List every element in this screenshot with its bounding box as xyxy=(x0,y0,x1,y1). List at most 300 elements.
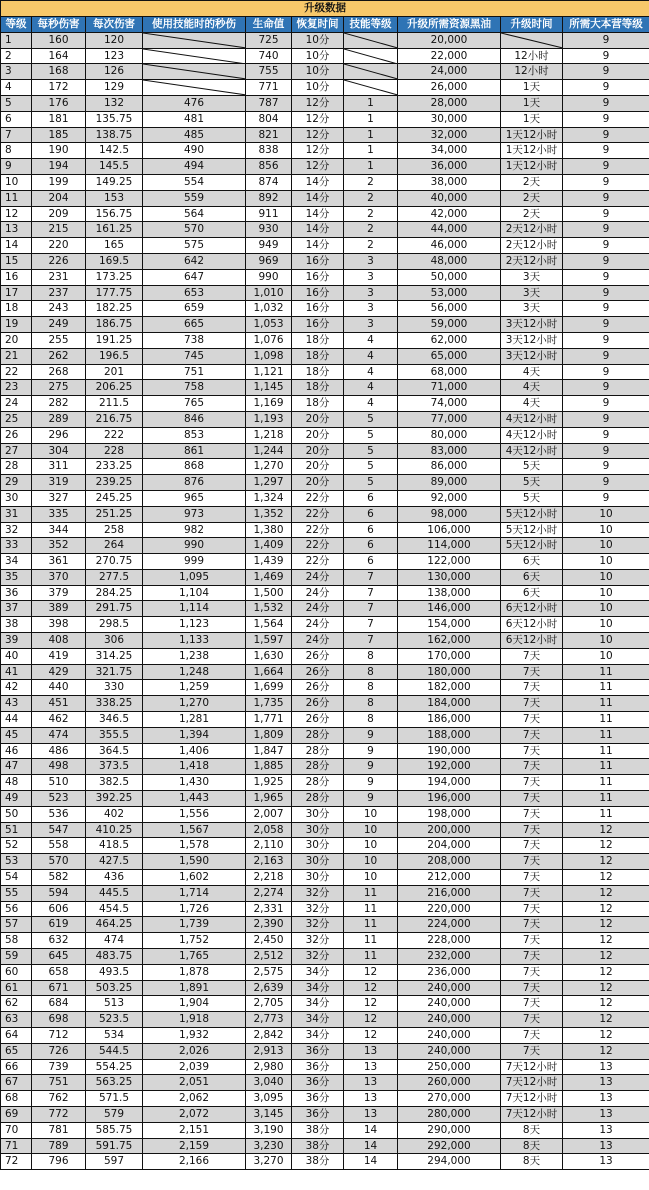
table-cell: 2天12小时 xyxy=(501,222,563,238)
table-cell: 39 xyxy=(1,633,32,649)
table-cell: 373.5 xyxy=(86,759,143,775)
table-cell: 176 xyxy=(32,95,86,111)
table-cell: 1,121 xyxy=(246,364,292,380)
table-cell: 10 xyxy=(1,174,32,190)
table-cell: 647 xyxy=(143,269,246,285)
table-cell: 53 xyxy=(1,854,32,870)
table-cell: 120 xyxy=(86,32,143,48)
table-cell: 712 xyxy=(32,1028,86,1044)
table-cell: 3天 xyxy=(501,269,563,285)
table-row xyxy=(1,585,649,601)
table-cell: 12 xyxy=(563,822,649,838)
table-cell: 1,597 xyxy=(246,633,292,649)
table-cell: 9 xyxy=(563,364,649,380)
table-cell: 3天 xyxy=(501,301,563,317)
table-cell: 9 xyxy=(563,222,649,238)
table-cell: 48 xyxy=(1,775,32,791)
table-cell: 231 xyxy=(32,269,86,285)
table-cell: 22分 xyxy=(292,506,344,522)
table-cell: 28分 xyxy=(292,791,344,807)
table-cell: 86,000 xyxy=(398,459,501,475)
table-cell: 4 xyxy=(344,332,398,348)
table-cell: 38,000 xyxy=(398,174,501,190)
table-row xyxy=(1,696,649,712)
table-cell: 2 xyxy=(344,222,398,238)
table-cell: 10分 xyxy=(292,32,344,48)
table-cell: 846 xyxy=(143,411,246,427)
table-cell: 34 xyxy=(1,554,32,570)
table-cell: 483.75 xyxy=(86,949,143,965)
table-cell: 59,000 xyxy=(398,317,501,333)
table-cell: 4 xyxy=(344,348,398,364)
table-cell: 7天12小时 xyxy=(501,1059,563,1075)
table-cell: 7天12小时 xyxy=(501,1075,563,1091)
table-cell: 2,331 xyxy=(246,901,292,917)
table-cell: 534 xyxy=(86,1028,143,1044)
table-cell: 10 xyxy=(344,870,398,886)
table-cell: 311 xyxy=(32,459,86,475)
table-cell: 30分 xyxy=(292,806,344,822)
table-cell: 49 xyxy=(1,791,32,807)
table-cell: 3 xyxy=(344,269,398,285)
table-row xyxy=(1,854,649,870)
table-cell: 1,602 xyxy=(143,870,246,886)
table-cell: 44,000 xyxy=(398,222,501,238)
table-cell: 240,000 xyxy=(398,1028,501,1044)
table-cell: 16 xyxy=(1,269,32,285)
table-cell: 9 xyxy=(563,443,649,459)
table-cell: 7天12小时 xyxy=(501,1091,563,1107)
diagonal-slash-mark xyxy=(143,64,245,79)
table-cell: 16分 xyxy=(292,301,344,317)
table-cell: 22分 xyxy=(292,554,344,570)
table-cell: 725 xyxy=(246,32,292,48)
table-row xyxy=(1,159,649,175)
table-row xyxy=(1,380,649,396)
table-cell: 26分 xyxy=(292,696,344,712)
table-cell: 194,000 xyxy=(398,775,501,791)
table-cell: 12 xyxy=(344,964,398,980)
table-cell: 2,151 xyxy=(143,1122,246,1138)
table-row xyxy=(1,885,649,901)
table-cell: 632 xyxy=(32,933,86,949)
table-cell: 48,000 xyxy=(398,253,501,269)
table-cell: 66 xyxy=(1,1059,32,1075)
table-row xyxy=(1,791,649,807)
table-cell: 40,000 xyxy=(398,190,501,206)
table-cell: 68 xyxy=(1,1091,32,1107)
table-cell: 12 xyxy=(344,996,398,1012)
table-cell: 47 xyxy=(1,759,32,775)
table-cell: 7天 xyxy=(501,949,563,965)
table-cell: 9 xyxy=(563,64,649,80)
table-cell: 54 xyxy=(1,870,32,886)
table-body xyxy=(1,32,649,1169)
table-cell: 1,114 xyxy=(143,601,246,617)
table-row xyxy=(1,569,649,585)
table-cell: 436 xyxy=(86,870,143,886)
table-row xyxy=(1,664,649,680)
table-cell: 2,639 xyxy=(246,980,292,996)
diagonal-slash-mark xyxy=(344,33,397,48)
table-cell: 182.25 xyxy=(86,301,143,317)
table-cell: 597 xyxy=(86,1154,143,1170)
table-cell: 10 xyxy=(563,601,649,617)
table-cell: 2,773 xyxy=(246,1012,292,1028)
table-cell: 98,000 xyxy=(398,506,501,522)
diagonal-slash-mark xyxy=(344,64,397,79)
table-cell: 2天12小时 xyxy=(501,253,563,269)
table-cell: 3 xyxy=(1,64,32,80)
header-row xyxy=(1,17,649,33)
table-cell: 18分 xyxy=(292,364,344,380)
table-cell: 12 xyxy=(563,1012,649,1028)
column-header: 恢复时间 xyxy=(292,17,344,33)
table-cell: 192,000 xyxy=(398,759,501,775)
table-cell: 13 xyxy=(563,1075,649,1091)
table-cell: 9 xyxy=(563,206,649,222)
table-row xyxy=(1,396,649,412)
table-cell: 204,000 xyxy=(398,838,501,854)
table-row xyxy=(1,1043,649,1059)
table-cell: 190,000 xyxy=(398,743,501,759)
table-cell: 215 xyxy=(32,222,86,238)
table-cell: 1,532 xyxy=(246,601,292,617)
table-cell: 2 xyxy=(344,206,398,222)
table-cell: 138.75 xyxy=(86,127,143,143)
table-cell: 13 xyxy=(563,1059,649,1075)
table-cell: 30分 xyxy=(292,838,344,854)
table-cell: 335 xyxy=(32,506,86,522)
table-cell: 1天12小时 xyxy=(501,159,563,175)
table-cell: 10 xyxy=(344,822,398,838)
column-header: 技能等级 xyxy=(344,17,398,33)
table-cell: 429 xyxy=(32,664,86,680)
table-cell: 70 xyxy=(1,1122,32,1138)
table-cell: 1,699 xyxy=(246,680,292,696)
table-cell: 9 xyxy=(563,32,649,48)
table-cell: 32分 xyxy=(292,901,344,917)
table-cell: 12 xyxy=(563,933,649,949)
table-cell: 30分 xyxy=(292,854,344,870)
table-cell: 146,000 xyxy=(398,601,501,617)
table-cell: 10 xyxy=(563,617,649,633)
table-cell: 294,000 xyxy=(398,1154,501,1170)
column-header: 每次伤害 xyxy=(86,17,143,33)
table-cell: 53,000 xyxy=(398,285,501,301)
table-cell: 10 xyxy=(563,585,649,601)
table-cell: 7天 xyxy=(501,664,563,680)
table-cell: 34分 xyxy=(292,964,344,980)
empty-cell xyxy=(344,80,398,96)
table-cell: 74,000 xyxy=(398,396,501,412)
table-row xyxy=(1,332,649,348)
table-cell: 7天 xyxy=(501,980,563,996)
table-cell: 1,752 xyxy=(143,933,246,949)
table-cell: 1,567 xyxy=(143,822,246,838)
table-cell: 40 xyxy=(1,648,32,664)
table-row xyxy=(1,301,649,317)
table-row xyxy=(1,1075,649,1091)
table-cell: 9 xyxy=(344,791,398,807)
table-cell: 30分 xyxy=(292,870,344,886)
table-cell: 250,000 xyxy=(398,1059,501,1075)
table-cell: 9 xyxy=(563,459,649,475)
table-cell: 173.25 xyxy=(86,269,143,285)
table-cell: 27 xyxy=(1,443,32,459)
table-cell: 5 xyxy=(344,475,398,491)
table-cell: 364.5 xyxy=(86,743,143,759)
table-row xyxy=(1,317,649,333)
table-cell: 755 xyxy=(246,64,292,80)
table-cell: 228 xyxy=(86,443,143,459)
table-cell: 1,406 xyxy=(143,743,246,759)
table-cell: 14 xyxy=(344,1138,398,1154)
table-cell: 2天 xyxy=(501,206,563,222)
table-cell: 1,352 xyxy=(246,506,292,522)
table-cell: 965 xyxy=(143,490,246,506)
table-cell: 18分 xyxy=(292,380,344,396)
table-cell: 523.5 xyxy=(86,1012,143,1028)
table-cell: 71 xyxy=(1,1138,32,1154)
table-cell: 282 xyxy=(32,396,86,412)
table-cell: 571.5 xyxy=(86,1091,143,1107)
table-cell: 4 xyxy=(344,396,398,412)
table-cell: 22分 xyxy=(292,522,344,538)
table-cell: 4天12小时 xyxy=(501,411,563,427)
table-cell: 5天 xyxy=(501,459,563,475)
table-cell: 10 xyxy=(563,569,649,585)
table-cell: 392.25 xyxy=(86,791,143,807)
table-row xyxy=(1,648,649,664)
table-cell: 262 xyxy=(32,348,86,364)
table-cell: 145.5 xyxy=(86,159,143,175)
table-cell: 10 xyxy=(563,538,649,554)
table-cell: 2,110 xyxy=(246,838,292,854)
table-row xyxy=(1,411,649,427)
table-cell: 12 xyxy=(563,964,649,980)
table-cell: 200,000 xyxy=(398,822,501,838)
table-cell: 379 xyxy=(32,585,86,601)
table-cell: 11 xyxy=(563,791,649,807)
table-cell: 13 xyxy=(344,1091,398,1107)
table-cell: 34分 xyxy=(292,980,344,996)
table-cell: 162,000 xyxy=(398,633,501,649)
table-cell: 7天 xyxy=(501,917,563,933)
table-cell: 220,000 xyxy=(398,901,501,917)
table-row xyxy=(1,554,649,570)
table-cell: 758 xyxy=(143,380,246,396)
table-row xyxy=(1,712,649,728)
table-cell: 10 xyxy=(563,648,649,664)
table-cell: 3,270 xyxy=(246,1154,292,1170)
table-cell: 4天12小时 xyxy=(501,427,563,443)
table-cell: 138,000 xyxy=(398,585,501,601)
table-cell: 2,450 xyxy=(246,933,292,949)
empty-cell xyxy=(344,64,398,80)
table-cell: 15 xyxy=(1,253,32,269)
table-cell: 24分 xyxy=(292,569,344,585)
table-cell: 1,248 xyxy=(143,664,246,680)
table-cell: 168 xyxy=(32,64,86,80)
table-cell: 8 xyxy=(344,664,398,680)
table-cell: 490 xyxy=(143,143,246,159)
table-cell: 12分 xyxy=(292,159,344,175)
table-cell: 9 xyxy=(563,127,649,143)
table-cell: 9 xyxy=(563,80,649,96)
table-cell: 1天 xyxy=(501,111,563,127)
table-row xyxy=(1,32,649,48)
table-cell: 398 xyxy=(32,617,86,633)
table-cell: 211.5 xyxy=(86,396,143,412)
table-cell: 868 xyxy=(143,459,246,475)
table-cell: 7天 xyxy=(501,791,563,807)
table-cell: 10 xyxy=(344,838,398,854)
table-cell: 9 xyxy=(563,380,649,396)
table-row xyxy=(1,443,649,459)
table-cell: 513 xyxy=(86,996,143,1012)
table-cell: 240,000 xyxy=(398,1012,501,1028)
table-cell: 7天 xyxy=(501,933,563,949)
table-cell: 28 xyxy=(1,459,32,475)
table-row xyxy=(1,996,649,1012)
empty-cell xyxy=(501,32,563,48)
table-cell: 245.25 xyxy=(86,490,143,506)
table-cell: 1,590 xyxy=(143,854,246,870)
table-cell: 56 xyxy=(1,901,32,917)
table-cell: 7天 xyxy=(501,727,563,743)
table-cell: 408 xyxy=(32,633,86,649)
table-cell: 564 xyxy=(143,206,246,222)
table-cell: 181 xyxy=(32,111,86,127)
table-cell: 188,000 xyxy=(398,727,501,743)
table-cell: 1,443 xyxy=(143,791,246,807)
table-cell: 38分 xyxy=(292,1122,344,1138)
table-cell: 156.75 xyxy=(86,206,143,222)
table-cell: 64 xyxy=(1,1028,32,1044)
table-cell: 106,000 xyxy=(398,522,501,538)
table-cell: 990 xyxy=(246,269,292,285)
table-cell: 2,159 xyxy=(143,1138,246,1154)
table-cell: 12 xyxy=(563,870,649,886)
table-cell: 2,913 xyxy=(246,1043,292,1059)
table-cell: 474 xyxy=(32,727,86,743)
table-cell: 5 xyxy=(344,411,398,427)
table-cell: 165 xyxy=(86,238,143,254)
table-cell: 34分 xyxy=(292,996,344,1012)
table-cell: 153 xyxy=(86,190,143,206)
table-cell: 9 xyxy=(563,396,649,412)
table-cell: 260,000 xyxy=(398,1075,501,1091)
table-cell: 419 xyxy=(32,648,86,664)
table-row xyxy=(1,364,649,380)
table-cell: 18分 xyxy=(292,348,344,364)
table-cell: 9 xyxy=(563,159,649,175)
table-cell: 3 xyxy=(344,317,398,333)
table-cell: 427.5 xyxy=(86,854,143,870)
table-row xyxy=(1,759,649,775)
table-row xyxy=(1,1138,649,1154)
table-cell: 69 xyxy=(1,1106,32,1122)
table-cell: 130,000 xyxy=(398,569,501,585)
column-header: 等级 xyxy=(1,17,32,33)
table-cell: 382.5 xyxy=(86,775,143,791)
table-row xyxy=(1,680,649,696)
table-cell: 726 xyxy=(32,1043,86,1059)
table-cell: 5天12小时 xyxy=(501,506,563,522)
table-cell: 570 xyxy=(143,222,246,238)
table-cell: 23 xyxy=(1,380,32,396)
table-cell: 182,000 xyxy=(398,680,501,696)
table-cell: 751 xyxy=(32,1075,86,1091)
table-cell: 1 xyxy=(344,159,398,175)
table-cell: 292,000 xyxy=(398,1138,501,1154)
table-cell: 240,000 xyxy=(398,1043,501,1059)
table-cell: 68,000 xyxy=(398,364,501,380)
table-cell: 9 xyxy=(344,727,398,743)
table-cell: 7天 xyxy=(501,712,563,728)
table-cell: 7天 xyxy=(501,870,563,886)
table-cell: 8 xyxy=(344,680,398,696)
table-cell: 65,000 xyxy=(398,348,501,364)
table-cell: 32分 xyxy=(292,885,344,901)
empty-cell xyxy=(143,80,246,96)
table-cell: 7天 xyxy=(501,759,563,775)
table-cell: 67 xyxy=(1,1075,32,1091)
table-cell: 570 xyxy=(32,854,86,870)
table-cell: 5 xyxy=(1,95,32,111)
table-cell: 14分 xyxy=(292,174,344,190)
table-row xyxy=(1,174,649,190)
table-cell: 7天 xyxy=(501,964,563,980)
table-row xyxy=(1,1106,649,1122)
table-cell: 284.25 xyxy=(86,585,143,601)
table-row xyxy=(1,901,649,917)
title-row xyxy=(1,1,649,17)
table-cell: 12 xyxy=(1,206,32,222)
table-cell: 9 xyxy=(563,48,649,64)
table-cell: 36分 xyxy=(292,1091,344,1107)
table-cell: 874 xyxy=(246,174,292,190)
table-cell: 352 xyxy=(32,538,86,554)
table-row xyxy=(1,917,649,933)
table-cell: 32,000 xyxy=(398,127,501,143)
table-cell: 4天12小时 xyxy=(501,443,563,459)
table-cell: 18分 xyxy=(292,396,344,412)
table-cell: 7天 xyxy=(501,806,563,822)
table-cell: 1,430 xyxy=(143,775,246,791)
table-row xyxy=(1,80,649,96)
table-cell: 77,000 xyxy=(398,411,501,427)
table-cell: 1,238 xyxy=(143,648,246,664)
table-cell: 280,000 xyxy=(398,1106,501,1122)
table-cell: 10 xyxy=(563,554,649,570)
table-row xyxy=(1,95,649,111)
table-cell: 30,000 xyxy=(398,111,501,127)
table-cell: 2,705 xyxy=(246,996,292,1012)
table-cell: 7天 xyxy=(501,901,563,917)
table-cell: 3,190 xyxy=(246,1122,292,1138)
table-cell: 740 xyxy=(246,48,292,64)
table-cell: 12 xyxy=(563,885,649,901)
table-cell: 9 xyxy=(563,111,649,127)
table-cell: 1,726 xyxy=(143,901,246,917)
table-cell: 4天 xyxy=(501,396,563,412)
table-cell: 32分 xyxy=(292,949,344,965)
table-cell: 22分 xyxy=(292,490,344,506)
table-cell: 29 xyxy=(1,475,32,491)
table-row xyxy=(1,538,649,554)
